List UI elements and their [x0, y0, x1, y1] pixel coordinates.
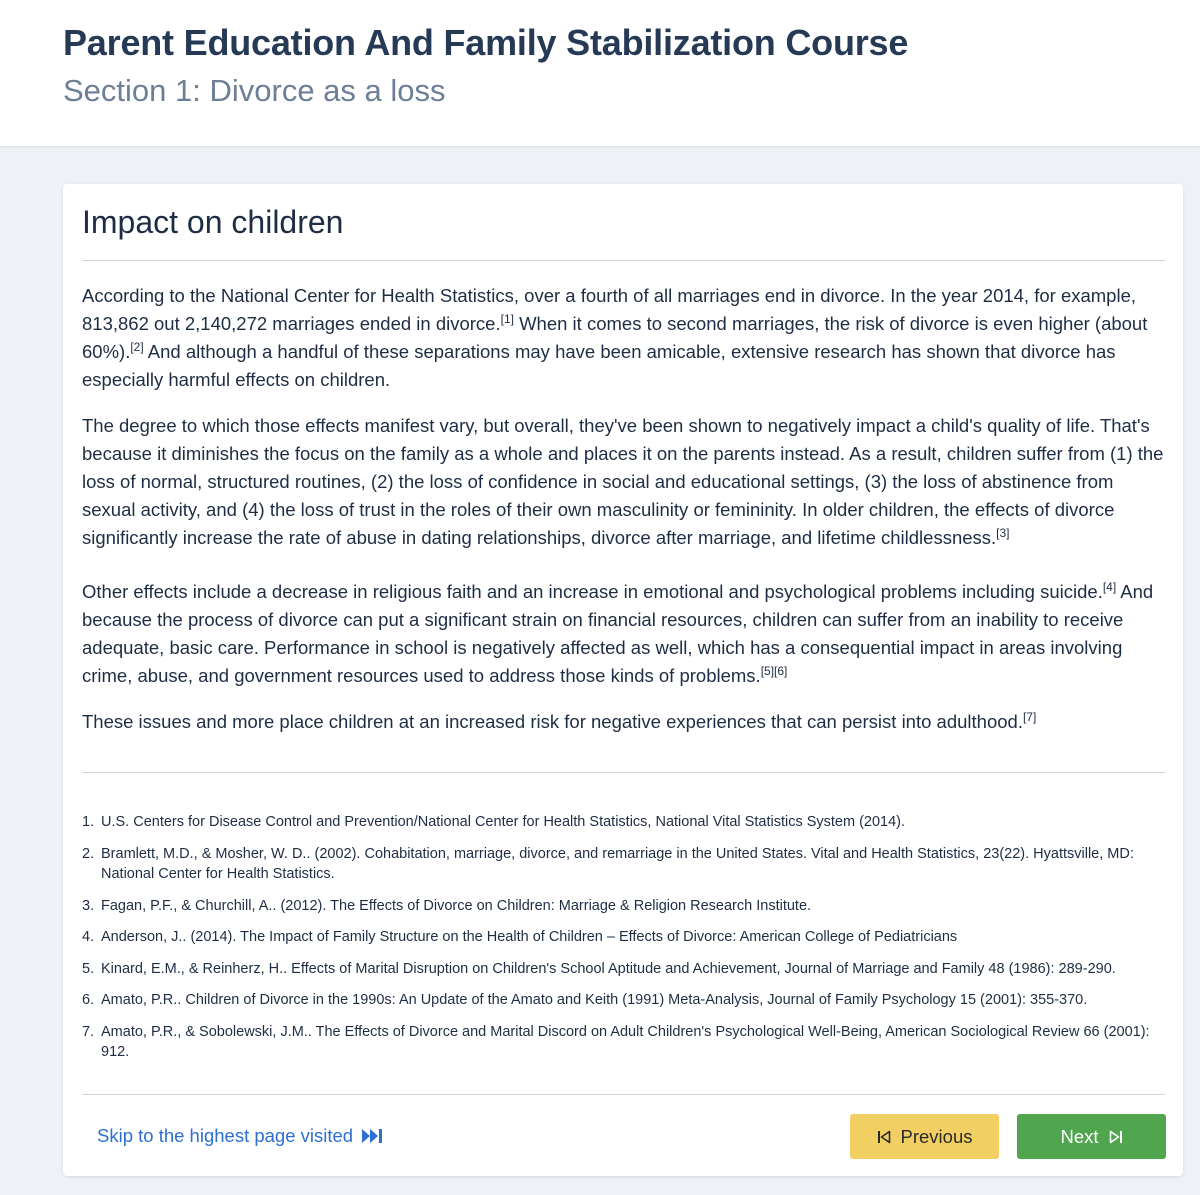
section-title: Section 1: Divorce as a loss [63, 73, 446, 108]
citation-link[interactable]: [2] [130, 339, 144, 354]
citation-link[interactable]: [3] [996, 525, 1010, 540]
fast-forward-icon [361, 1128, 383, 1144]
skip-to-highest-page-link[interactable] [97, 1125, 383, 1147]
paragraph-text: When it comes to second marriages, the risk of divorce is even higher (about 60%). [82, 313, 1148, 362]
paragraph-2 [82, 412, 1168, 552]
citation-link[interactable]: [1] [500, 311, 514, 326]
citation-link[interactable]: [5][6] [760, 663, 788, 678]
next-button[interactable] [1017, 1114, 1166, 1159]
content-card [63, 184, 1183, 1176]
reference-item: Fagan, P.F., & Churchill, A.. (2012). The Effects of Divorce on Children: Marriage & Religion Research Institute. [101, 897, 812, 914]
citation-link[interactable]: [4] [1102, 579, 1117, 594]
previous-button[interactable] [850, 1114, 999, 1159]
citation-link[interactable]: [7] [1022, 709, 1037, 724]
reference-item: Amato, P.R., & Sobolewski, J.M.. The Effects of Divorce and Marital Discord on Adult Children's Psychological Well-Being, American Sociological Review 66 (2001): 912. [101, 1023, 1150, 1060]
skip-link-label: Skip to the highest page visited [97, 1125, 354, 1146]
paragraph-text: And although a handful of these separations may have been amicable, extensive research has shown that divorce has especially harmful effects on children. [82, 341, 1116, 390]
skip-forward-icon [1109, 1130, 1123, 1144]
next-button-label: Next [1060, 1125, 1099, 1147]
heading-divider [82, 260, 1165, 261]
reference-item: Kinard, E.M., & Reinherz, H.. Effects of Marital Disruption on Children's School Aptitude and Achievement, Journal of Marriage and Family 48 (1986): 289-290. [101, 960, 1116, 977]
reference-item: U.S. Centers for Disease Control and Prevention/National Center for Health Statistics, National Vital Statistics System (2014). [101, 814, 906, 830]
course-title: Parent Education And Family Stabilization Course [63, 22, 909, 63]
paragraph-text: The degree to which those effects manifest vary, but overall, they've been shown to negatively impact a child's quality of life. That's because it diminishes the focus on the family as a whole and places it on the parents instead. As a result, children suffer from (1) the loss of normal, structured routines, (2) the loss of confidence in social and educational settings, (3) the loss of abstinence from sexual activity, and (4) the loss of trust in the roles of their own masculinity or femininity. In older children, the effects of divorce significantly increase the rate of abuse in dating relationships, divorce after marriage, and lifetime childlessness. [82, 415, 1164, 548]
page-heading: Impact on children [82, 204, 344, 240]
paragraph-text: And because the process of divorce can put a significant strain on financial resources, children can suffer from an inability to receive adequate, basic care. Performance in school is negatively affected as well, which has a consequential impact in areas involving crime, abuse, and government resources used to address those kinds of problems. [82, 581, 1154, 686]
paragraph-text: Other effects include a decrease in religious faith and an increase in emotional and psychological problems including suicide. [82, 581, 1103, 602]
page-header [0, 0, 1200, 147]
article-body [82, 282, 1168, 754]
paragraph-text: These issues and more place children at an increased risk for negative experiences that can persist into adulthood. [82, 711, 1023, 732]
navigation-bar [63, 1114, 1183, 1160]
paragraph-4 [82, 708, 1168, 736]
paragraph-1 [82, 282, 1168, 394]
paragraph-3 [82, 578, 1168, 690]
paragraph-text: According to the National Center for Health Statistics, over a fourth of all marriages end in divorce. In the year 2014, for example, 813,862 out 2,140,272 marriages ended in divorce. [82, 285, 1137, 334]
references-list [82, 812, 1165, 1074]
previous-button-label: Previous [900, 1125, 973, 1147]
skip-back-icon [877, 1130, 891, 1144]
reference-item: Bramlett, M.D., & Mosher, W. D.. (2002). Cohabitation, marriage, divorce, and remarriage in the United States. Vital and Health Statistics, 23(22). Hyattsville, MD: National Center for Health Statistics. [101, 845, 1134, 882]
footer-divider [82, 1094, 1165, 1095]
reference-item: Anderson, J.. (2014). The Impact of Family Structure on the Health of Children – Effects of Divorce: American College of Pediatricians [101, 929, 958, 945]
reference-item: Amato, P.R.. Children of Divorce in the 1990s: An Update of the Amato and Keith (1991) Meta-Analysis, Journal of Family Psychology 15 (2001): 355-370. [101, 992, 1088, 1008]
references-divider [82, 772, 1165, 773]
